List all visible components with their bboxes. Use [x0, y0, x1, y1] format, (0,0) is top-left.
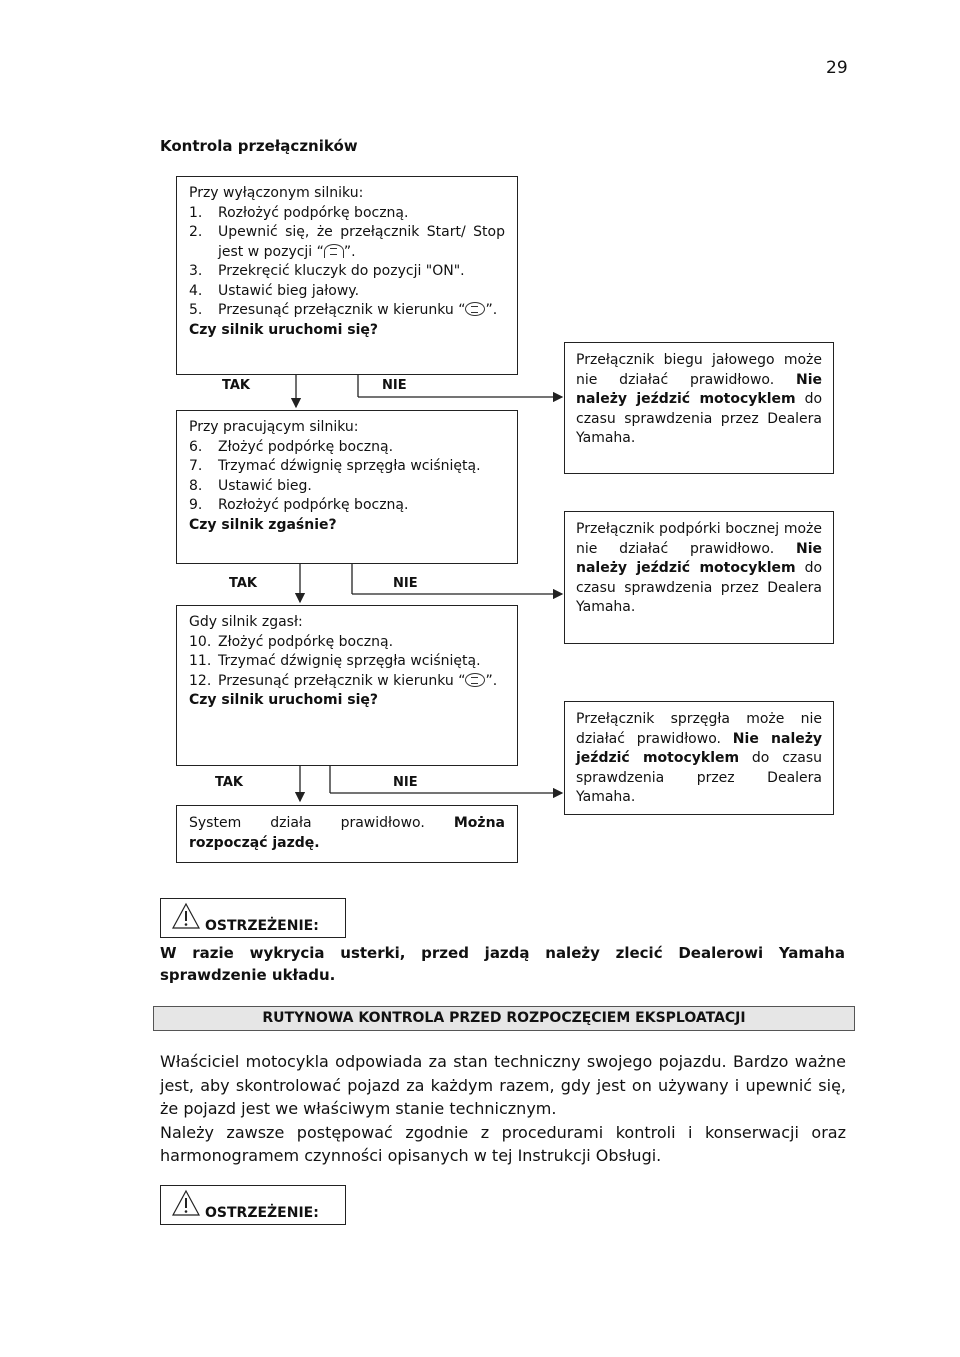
list-item: 3. Przekręcić kluczyk do pozycji "ON". [189, 263, 465, 279]
list-item: 6. Złożyć podpórkę boczną. [189, 438, 394, 455]
flow-box-1 [176, 176, 518, 375]
no-label-2: NIE [393, 576, 418, 591]
list-item: 1. Rozłożyć podpórkę boczną. [189, 204, 409, 221]
warning-icon [171, 1189, 201, 1217]
list-item: 11. Trzymać dźwignię sprzęgła wciśniętą. [189, 653, 481, 669]
box1-steps [189, 204, 505, 321]
flow-box-result-ok: System działa prawidłowo. Można rozpocząć jazdę. [176, 805, 518, 863]
body-paragraph-2: Należy zawsze postępować zgodnie z procedurami kontroli i konserwacji oraz harmonogramem czynności opisanych w tej Instrukcji Obsługi. [160, 1122, 846, 1165]
list-item: 7. Trzymać dźwignię sprzęgła wciśniętą. [189, 458, 481, 474]
list-item: 9. Rozłożyć podpórkę boczną. [189, 497, 409, 513]
result-box-neutral: Przełącznik biegu jałowego może nie działać prawidłowo. Nie należy jeździć motocyklem do czasu sprawdzenia przez Dealera Yamaha. [564, 342, 834, 474]
body-text [160, 1050, 846, 1168]
flow-box-3 [176, 605, 518, 766]
box3-steps [189, 633, 505, 692]
warning-label-1: OSTRZEŻENIE: [205, 918, 319, 934]
box3-intro: Gdy silnik zgasł: [189, 614, 303, 630]
box2-steps [189, 438, 505, 516]
box2-question: Czy silnik zgaśnie? [189, 516, 337, 533]
section-banner: RUTYNOWA KONTROLA PRZED ROZPOCZĘCIEM EKSPLOATACJI [153, 1006, 855, 1031]
list-item: 2. Upewnić się, że przełącznik Start/ Stop jest w pozycji “ ”. [189, 224, 505, 260]
yes-label-1: TAK [222, 378, 250, 393]
yes-label-2: TAK [229, 576, 257, 591]
list-item: 10. Złożyć podpórkę boczną. [189, 633, 394, 650]
warning-header-1 [160, 898, 346, 938]
list-item: 12. Przesunąć przełącznik w kierunku “ ”. [189, 672, 498, 689]
starter-icon [465, 302, 485, 316]
box1-intro: Przy wyłączonym silniku: [189, 185, 364, 201]
body-paragraph-1: Właściciel motocykla odpowiada za stan techniczny swojego pojazdu. Bardzo ważne jest, aby skontrolować pojazd za każdym razem, gdy jest on używany i upewnić się, że pojazd jest we właściwym stanie technicznym. [160, 1052, 846, 1118]
warning-icon [171, 902, 201, 930]
box2-intro: Przy pracującym silniku: [189, 419, 359, 435]
warning-text-1: W razie wykrycia usterki, przed jazdą należy zlecić Dealerowi Yamaha sprawdzenie układu. [160, 944, 845, 984]
result-box-clutch: Przełącznik sprzęgła może nie działać prawidłowo. Nie należy jeździć motocyklem do czasu sprawdzenia przez Dealera Yamaha. [564, 701, 834, 815]
starter-icon [465, 673, 485, 687]
list-item: 5. Przesunąć przełącznik w kierunku “ ”. [189, 302, 498, 318]
no-label-1: NIE [382, 378, 407, 393]
box1-question: Czy silnik uruchomi się? [189, 321, 379, 338]
yes-label-3: TAK [215, 775, 243, 790]
warning-header-2 [160, 1185, 346, 1225]
page-number: 29 [826, 58, 848, 78]
box3-question: Czy silnik uruchomi się? [189, 692, 379, 708]
flow-box-2 [176, 410, 518, 564]
list-item: 4. Ustawić bieg jałowy. [189, 282, 360, 299]
section-title: Kontrola przełączników [160, 137, 358, 155]
list-item: 8. Ustawić bieg. [189, 477, 312, 494]
start-stop-icon [324, 244, 344, 258]
result-box-sidestand: Przełącznik podpórki bocznej może nie działać prawidłowo. Nie należy jeździć motocyklem do czasu sprawdzenia przez Dealera Yamaha. [564, 511, 834, 644]
no-label-3: NIE [393, 775, 418, 790]
warning-label-2: OSTRZEŻENIE: [205, 1205, 319, 1221]
